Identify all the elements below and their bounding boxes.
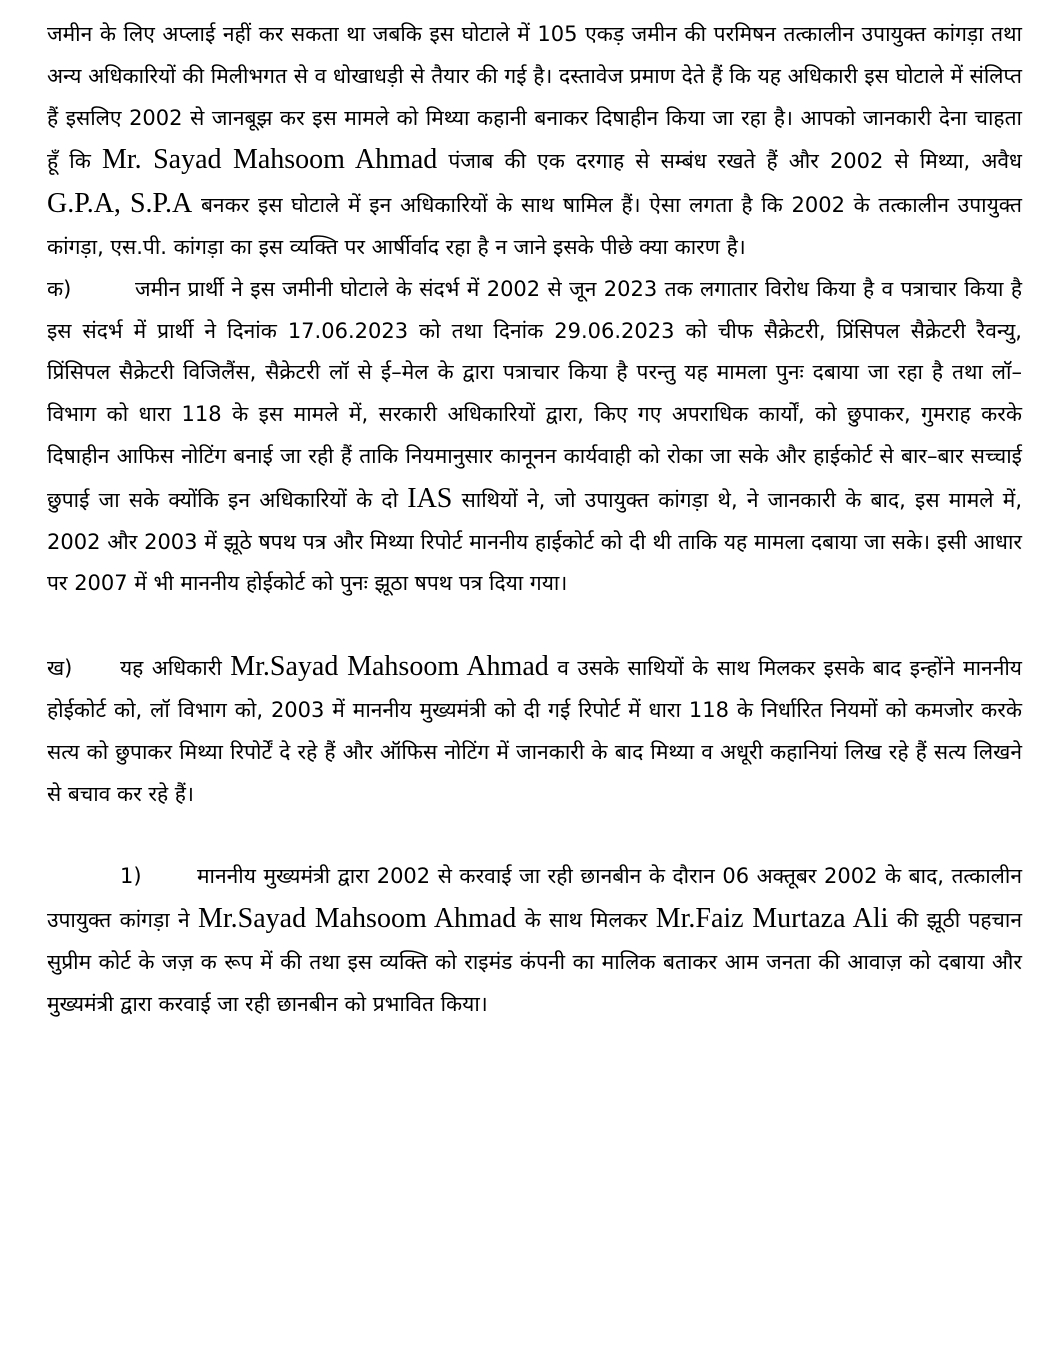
para-ka-text-2: साथियों ने, जो उपायुक्त कांगड़ा थे, ने जानकारी के बाद, इस मामले में, 2002 और 2003 में झूठे षपथ पत्र और मिथ्या रिपोर्ट माननीय हाईकोर्ट को दी थी ताकि यह मामला दबाया जा सके। इसी आधार पर 2007 में भी माननीय होईकोर्ट को पुनः झूठा षपथ पत्र दिया गया। [47,487,1023,596]
para1-text-2: पंजाब की एक दरगाह से सम्बंध रखते हैं और 2002 से मिथ्या, अवैध [448,149,1022,174]
person-name-sayad: Mr. Sayad Mahsoom Ahmad [101,144,438,176]
gpa-spa-text: G.P.A, S.P.A [47,188,193,220]
person-name-faiz: Mr.Faiz Murtaza Ali [655,903,889,935]
para-kha-text-1: यह अधिकारी [120,656,222,681]
para1-text-3: बनकर इस घोटाले में इन अधिकारियों के साथ षामिल हैं। ऐसा लगता है कि 2002 के तत्कालीन उपायुक्त कांगड़ा, एस.पी. कांगड़ा का इस व्यक्ति पर आर्षीर्वाद रहा है न जाने इसके पीछे क्या कारण है। [47,193,1023,259]
spacer [47,605,1022,646]
point-1-text-2: के साथ मिलकर [524,908,648,933]
paragraph-land-scam [47,14,1022,269]
para-kha-label: ख) [47,656,73,681]
paragraph-ka [47,269,1022,605]
para-kha-text-2: व उसके साथियों के साथ मिलकर इसके बाद इन्होंने माननीय होईकोर्ट को, लॉ विभाग को, 2003 में माननीय मुख्यमंत्री को दी गई रिपोर्ट में धारा 118 के निर्धारित नियमों को कमजोर करके सत्य को छुपाकर मिथ्या रिपोर्टें दे रहे हैं और ऑफिस नोटिंग में जानकारी के बाद मिथ्या व अधूरी कहानियां लिख रहे हैं सत्य लिखने से बचाव कर रहे हैं। [47,656,1022,806]
point-1-label: 1) [120,864,142,889]
point-1-text-3: की झूठी पहचान सुप्रीम कोर्ट के जज़ क रूप में की तथा इस व्यक्ति को राइमंड कंपनी का मालिक बताकर आम जनता की आवाज़ को दबाया और मुख्यमंत्री द्वारा करवाई जा रही छानबीन को प्रभावित किया। [47,908,1022,1016]
person-name-sayad-2: Mr.Sayad Mahsoom Ahmad [230,651,549,683]
spacer-2 [47,815,1022,856]
para-ka-text-1: जमीन प्रार्थी ने इस जमीनी घोटाले के संदर्भ में 2002 से जून 2023 तक लगातार विरोध किया है व पत्राचार किया है इस संदर्भ में प्रार्थी ने दिनांक 17.06.2023 को तथा दिनांक 29.06.2023 को चीफ सैक्रेटरी, प्रिंसिपल सैक्रेटरी रैवन्यु, प्रिंसिपल सैक्रेटरी विजिलैंस, सैक्रेटरी लॉ से ई–मेल के द्वारा पत्राचार किया है परन्तु यह मामला पुनः दबाया जा रहा है तथा लॉ–विभाग को धारा 118 के इस मामले में, सरकारी अधिकारियों द्वारा, किए गए अपराधिक कार्यों, को छुपाकर, गुमराह करके दिषाहीन आफिस नोटिंग बनाई जा रही हैं ताकि नियमानुसार कानूनन कार्यवाही को रोका जा सके और हाईकोर्ट से बार–बार सच्चाई छुपाई जा सके क्योंकि इन अधिकारियों के दो [47,276,1022,512]
para1-text-1: जमीन के लिए अप्लाई नहीं कर सकता था जबकि इस घोटाले में 105 एकड़ जमीन की परमिषन तत्कालीन उपायुक्त कांगड़ा तथा अन्य अधिकारियों की मिलीभगत से व धोखाधड़ी से तैयार की गई है। दस्तावेज प्रमाण देते हैं कि यह अधिकारी इस घोटाले में संलिप्त हैं इसलिए 2002 से जानबूझ कर इस मामले को मिथ्या कहानी बनाकर दिषाहीन किया जा रहा है। आपको जानकारी देना चाहता हूँ कि [47,22,1022,174]
point-1-text-1: माननीय मुख्यमंत्री द्वारा 2002 से करवाई जा रही छानबीन के दौरान 06 अक्तूबर 2002 के बाद, तत्कालीन उपायुक्त कांगड़ा ने [47,864,1022,933]
para-ka-label: क) [47,276,72,301]
paragraph-point-1 [47,856,1022,1025]
ias-text: IAS [407,482,453,514]
person-name-sayad-3: Mr.Sayad Mahsoom Ahmad [197,903,517,935]
paragraph-kha [47,646,1022,815]
document-page [47,14,1022,1026]
